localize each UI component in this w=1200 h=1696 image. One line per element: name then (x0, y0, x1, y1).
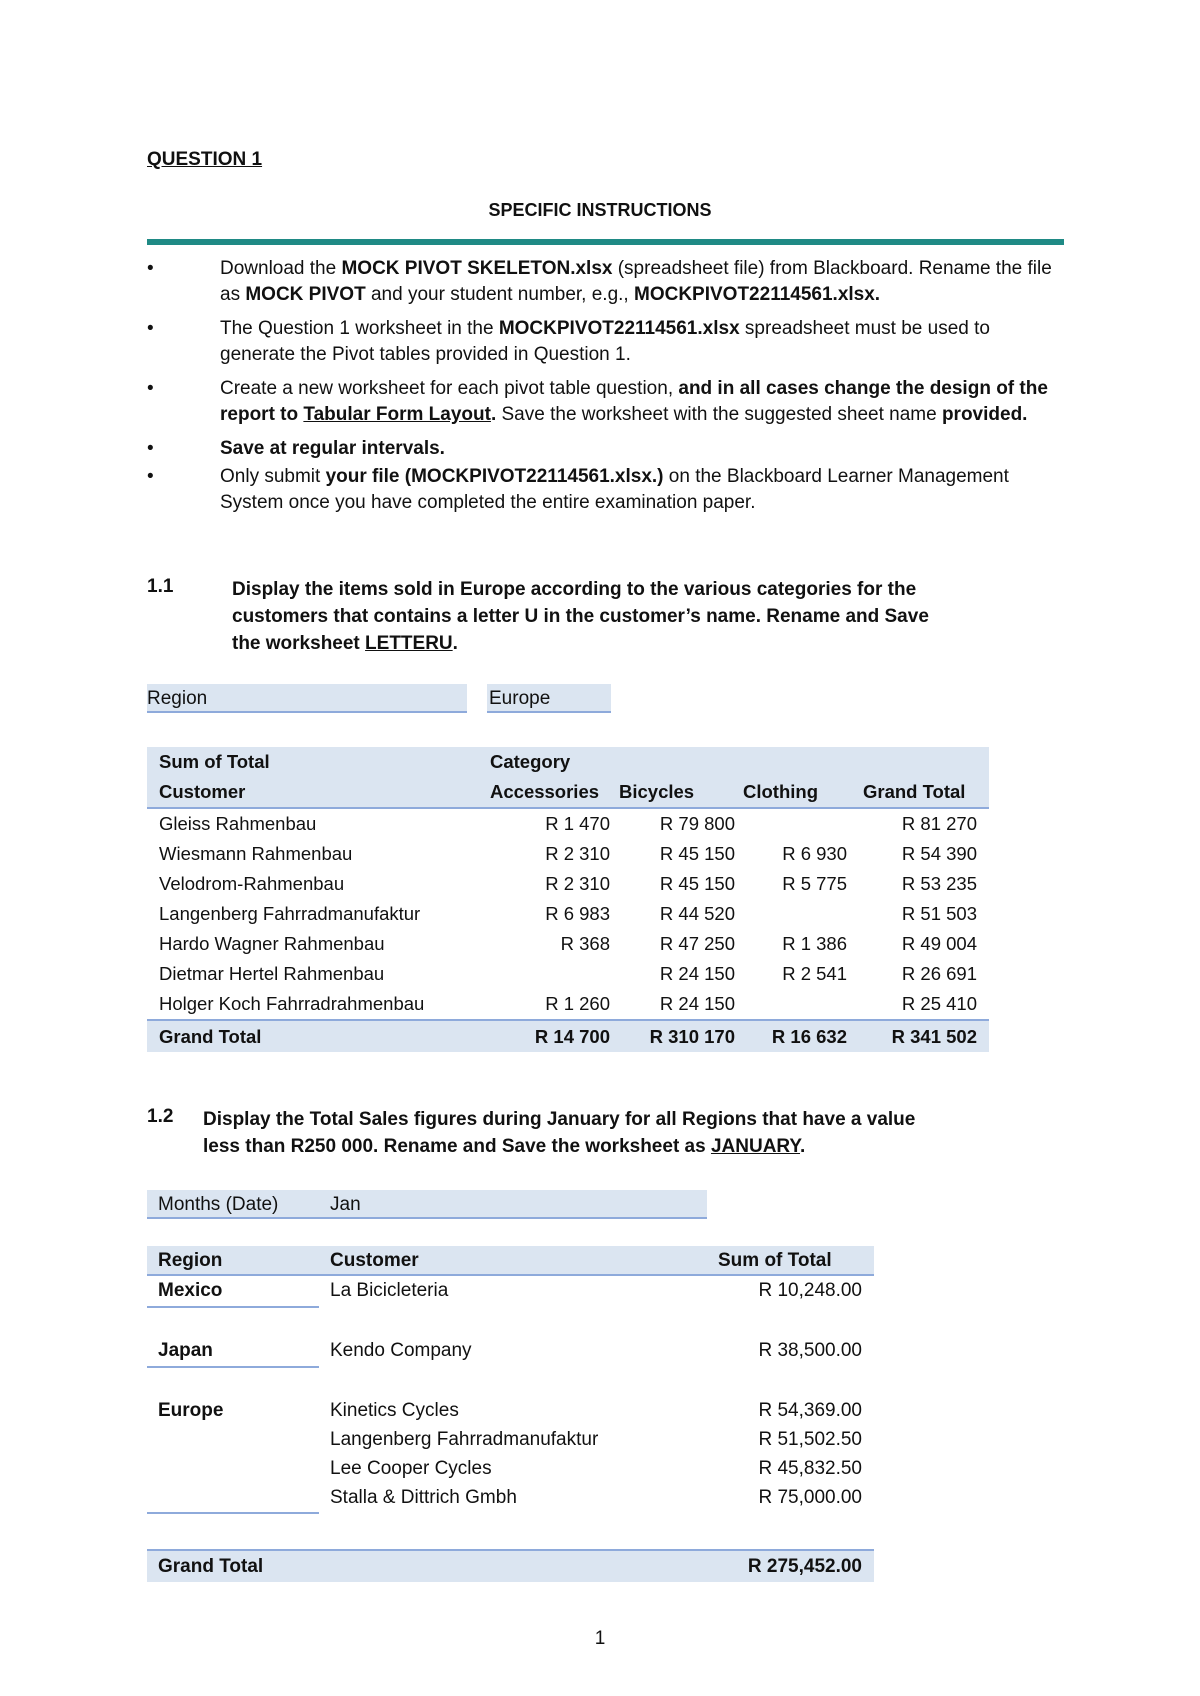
bullet-icon: • (147, 378, 154, 399)
value-cell (488, 959, 610, 989)
total-cell: R 26 691 (901, 963, 977, 984)
table-row (147, 839, 989, 869)
region-underline (147, 1512, 319, 1514)
value-cell: R 1 386 (782, 933, 847, 954)
table-row (147, 929, 989, 959)
customer-cell: Holger Koch Fahrradrahmenbau (159, 993, 425, 1014)
value-cell: R 24 150 (659, 963, 735, 984)
bullet-icon: • (147, 318, 154, 339)
value-cell: R 38,500.00 (758, 1340, 862, 1361)
sheet-name: JANUARY (710, 1136, 801, 1157)
instruction-bold: and in all cases change the design of the report to (220, 378, 1048, 425)
instruction-bold: your file (MOCKPIVOT22114561.xlsx.) (325, 466, 664, 487)
instruction-text: (spreadsheet file) from Blackboard. Rename the file as (220, 258, 1052, 305)
table-row (147, 808, 989, 839)
instruction-bold: MOCK PIVOT (245, 284, 366, 305)
instruction-bold: provided. (941, 404, 1028, 425)
question-text (203, 1106, 953, 1160)
region-cell: Japan (158, 1340, 213, 1361)
column-header: Clothing (735, 777, 847, 808)
value-cell: R 1 260 (545, 993, 610, 1014)
question-text-main: Display the items sold in Europe according to the various categories for the customers that contains a letter U in the customer’s name. Rename and Save the worksheet (232, 579, 929, 654)
value-cell: R 1 470 (545, 813, 610, 834)
customer-cell: Hardo Wagner Rahmenbau (159, 933, 385, 954)
region-underline (147, 1306, 319, 1308)
filter-underline (147, 1217, 707, 1219)
total-cell: R 25 410 (901, 993, 977, 1014)
pivot-header-row (147, 777, 989, 808)
customer-cell: Velodrom-Rahmenbau (159, 873, 345, 894)
value-cell: R 47 250 (659, 933, 735, 954)
customer-cell: Lee Cooper Cycles (330, 1458, 492, 1479)
customer-cell: La Bicicleteria (330, 1280, 449, 1301)
customer-cell: Wiesmann Rahmenbau (159, 843, 353, 864)
instruction-text: spreadsheet must be used to generate the Pivot tables provided in Question 1. (220, 318, 990, 365)
region-header[interactable]: Region (158, 1250, 223, 1271)
accent-divider (147, 239, 1064, 245)
value-cell: R 368 (560, 933, 610, 954)
filter-value[interactable]: Europe (489, 688, 551, 709)
value-cell: R 6 930 (782, 843, 847, 864)
question-text-end: . (452, 633, 458, 654)
grand-total-cell: R 310 170 (610, 1020, 735, 1052)
question-text-main: Display the Total Sales figures during January for all Regions that have a value less than R250 000. Rename and Save the worksheet as (203, 1109, 916, 1157)
value-cell: R 54,369.00 (758, 1400, 862, 1421)
table-row (147, 869, 989, 899)
instruction-text: Download the (220, 258, 342, 279)
question-title: QUESTION 1 (147, 149, 263, 170)
instruction-bold: MOCKPIVOT22114561.xlsx (498, 318, 740, 339)
customer-cell: Gleiss Rahmenbau (159, 813, 317, 834)
instruction-item (147, 464, 1067, 516)
grand-total-cell: R 275,452.00 (747, 1556, 862, 1577)
value-cell: R 10,248.00 (758, 1280, 862, 1301)
instruction-bold: MOCKPIVOT22114561.xlsx. (634, 284, 881, 305)
customer-cell: Stalla & Dittrich Gmbh (330, 1487, 517, 1508)
question-text-end: . (800, 1136, 806, 1157)
bullet-icon: • (147, 438, 154, 459)
instruction-item (147, 436, 1067, 462)
grand-total-label: Grand Total (158, 1556, 264, 1577)
value-cell (735, 808, 847, 839)
page-number: 1 (594, 1628, 606, 1649)
column-field-header[interactable]: Category (488, 747, 610, 777)
grand-total-cell: R 341 502 (847, 1020, 989, 1052)
instruction-item (147, 256, 1067, 308)
pivot-table-letteru (147, 747, 989, 1052)
customer-cell: Dietmar Hertel Rahmenbau (159, 963, 385, 984)
value-cell: R 2 310 (545, 873, 610, 894)
filter-value[interactable]: Jan (330, 1194, 361, 1215)
instruction-underlined: Tabular Form Layout (303, 404, 491, 425)
section-title: SPECIFIC INSTRUCTIONS (488, 200, 712, 220)
measure-header: Sum of Total (718, 1250, 832, 1271)
column-header: Grand Total (847, 777, 989, 808)
row-field-header[interactable]: Customer (147, 777, 488, 808)
customer-cell: Kinetics Cycles (330, 1400, 459, 1421)
region-cell: Mexico (158, 1280, 223, 1301)
value-cell: R 79 800 (659, 813, 735, 834)
instruction-bold: MOCK PIVOT SKELETON.xlsx (341, 258, 613, 279)
grand-total-label: Grand Total (147, 1020, 488, 1052)
sheet-name: LETTERU (365, 633, 453, 654)
table-row (147, 959, 989, 989)
value-cell: R 2 541 (782, 963, 847, 984)
value-cell: R 75,000.00 (758, 1487, 862, 1508)
value-cell: R 51,502.50 (758, 1429, 862, 1450)
total-cell: R 53 235 (901, 873, 977, 894)
question-text (232, 576, 962, 657)
region-cell: Europe (158, 1400, 224, 1421)
filter-label: Region (147, 688, 208, 709)
grand-total-cell: R 14 700 (488, 1020, 610, 1052)
value-cell: R 2 310 (545, 843, 610, 864)
instruction-text: on the Blackboard Learner Management System once you have completed the entire examination paper. (220, 466, 1009, 513)
total-cell: R 81 270 (901, 813, 977, 834)
value-cell: R 24 150 (659, 993, 735, 1014)
total-cell: R 49 004 (901, 933, 977, 954)
table-row (147, 989, 989, 1020)
value-cell: R 5 775 (782, 873, 847, 894)
value-cell: R 6 983 (545, 903, 610, 924)
filter-label: Months (Date) (158, 1194, 279, 1215)
table-row (147, 899, 989, 929)
filter-underline (487, 711, 611, 713)
value-cell (735, 899, 847, 929)
total-cell: R 54 390 (901, 843, 977, 864)
measure-header: Sum of Total (147, 747, 488, 777)
filter-underline (147, 711, 467, 713)
value-cell (735, 989, 847, 1020)
question-number: 1.1 (147, 576, 174, 597)
instructions-list (147, 256, 1067, 524)
value-cell: R 45 150 (659, 873, 735, 894)
total-cell: R 51 503 (901, 903, 977, 924)
customer-cell: Langenberg Fahrradmanufaktur (159, 903, 421, 924)
instruction-text: Save the worksheet with the suggested sheet name (496, 404, 942, 425)
instruction-item (147, 316, 1067, 368)
pivot-header-row (147, 747, 989, 777)
customer-cell: Kendo Company (330, 1340, 472, 1361)
instruction-text: Only submit (220, 466, 326, 487)
instruction-item (147, 376, 1067, 428)
value-cell: R 45 150 (659, 843, 735, 864)
instruction-text: and your student number, e.g., (365, 284, 634, 305)
region-underline (147, 1366, 319, 1368)
column-header: Bicycles (610, 777, 735, 808)
instruction-text: The Question 1 worksheet in the (220, 318, 499, 339)
customer-cell: Langenberg Fahrradmanufaktur (330, 1429, 599, 1450)
instruction-bold: . (490, 404, 497, 425)
value-cell: R 44 520 (659, 903, 735, 924)
customer-header[interactable]: Customer (330, 1250, 419, 1271)
question-number: 1.2 (147, 1106, 174, 1127)
column-header: Accessories (488, 777, 610, 808)
instruction-bold: Save at regular intervals. (220, 438, 445, 459)
grand-total-row (147, 1020, 989, 1052)
bullet-icon: • (147, 258, 154, 279)
value-cell: R 45,832.50 (758, 1458, 862, 1479)
instruction-text: Create a new worksheet for each pivot table question, (220, 378, 679, 399)
bullet-icon: • (147, 466, 154, 487)
grand-total-cell: R 16 632 (735, 1020, 847, 1052)
